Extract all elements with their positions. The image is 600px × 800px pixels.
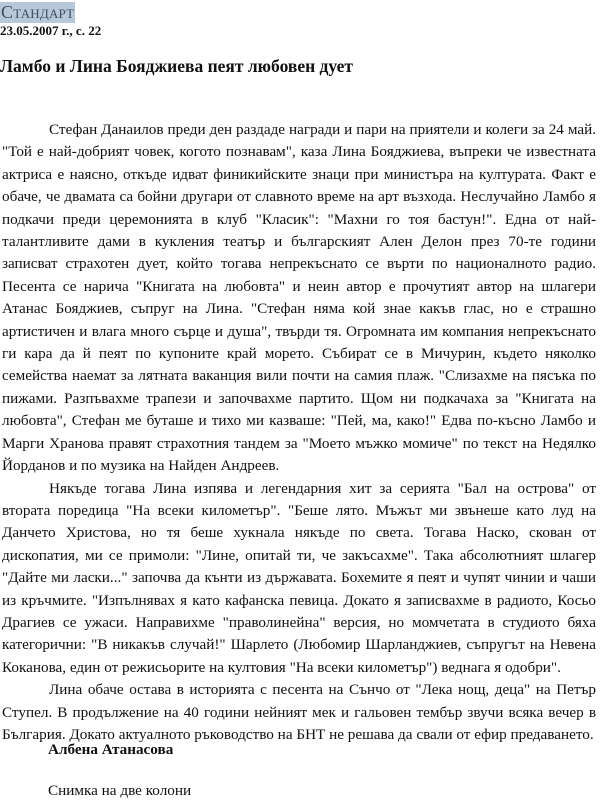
article-author: Албена Атанасова [48, 741, 174, 758]
article-paragraph: Стефан Данаилов преди ден раздаде награди и пари на приятели и колеги за 24 май. "Той е най-добрият човек, когото познавам", каза Лина Бояджиева, въпреки че известната актриса е наясно, откъде идват финикийските знаци при министъра на културата. Факт е обаче, че двамата са бойни другари от славното време на арт възхода. Неслучайно Ламбо я подкачи преди церемонията в клуб "Класик": "Махни го тоя бастун!". Една от най-талантливите дами в кукления театър и българският Ален Делон през 70-те години записват страхотен дует, който тогава непрекъснато се върти по националното радио. Песента се нарича "Книгата на любовта" и неин автор е прочутият автор на шлагери Атанас Бояджиев, съпруг на Лина. "Стефан няма кой знае какъв глас, но е страшно артистичен и влага много сърце и душа", твърди тя. Огромната им компания непрекъснато ги кара да й пеят по купоните край морето. Събират се в Мичурин, където няколко семейства наемат за лятната ваканция вили почти на самия плаж. "Слизахме на пясъка по пижами. Разпъвахме трапези и започвахме партито. Щом ни подкачаха за "Книгата на любовта", Стефан ме буташе и тихо ми казваше: "Пей, ма, како!" Едва по-късно Ламбо и Марги Хранова правят страхотния тандем за "Моето мъжко момиче" по текст на Недялко Йорданов и по музика на Найден Андреев. [2, 121, 596, 475]
article-body [2, 119, 596, 746]
issue-dateline: 23.05.2007 г., с. 22 [0, 23, 102, 38]
photo-note: Снимка на две колони [48, 782, 192, 799]
publication-masthead: Стандарт [1, 2, 75, 22]
article-paragraph: Лина обаче остава в историята с песента на Сънчо от "Лека нощ, деца" на Петър Ступел. В продължение на 40 години нейният мек и гальовен тембър звучи всяка вечер в България. Докато актуалното ръководство на БНТ не решава да свали от ефир предаването. [2, 681, 596, 743]
article-paragraph: Някъде тогава Лина изпява и легендарния хит за серията "Бал на острова" от втората поредица "На всеки километър". "Беше лято. Мъжът ми звънеше като луд на Данчето Христова, но тя беше хукнала някъде по света. Тогава Наско, скован от дископатия, ми се примоли: "Лине, опитай ти, че закъсахме". Така абсолютният шлагер "Дайте ми ласки..." започва да кънти из държавата. Бохемите я пеят и чупят чинии и чаши из кръчмите. "Изпълнявах я като кафанска певица. Докато я записвахме в радиото, Косьо Драгиев се ужаси. Направихме "праволинейна" версия, но момчетата в студиото бяха категорични: "В никакъв случай!" Шарлето (Любомир Шарланджиев, съпругът на Невена Коканова, един от режисьорите на култовия "На всеки километър") веднага я одобри". [2, 479, 596, 676]
article-title: Ламбо и Лина Бояджиева пеят любовен дует [0, 56, 353, 76]
